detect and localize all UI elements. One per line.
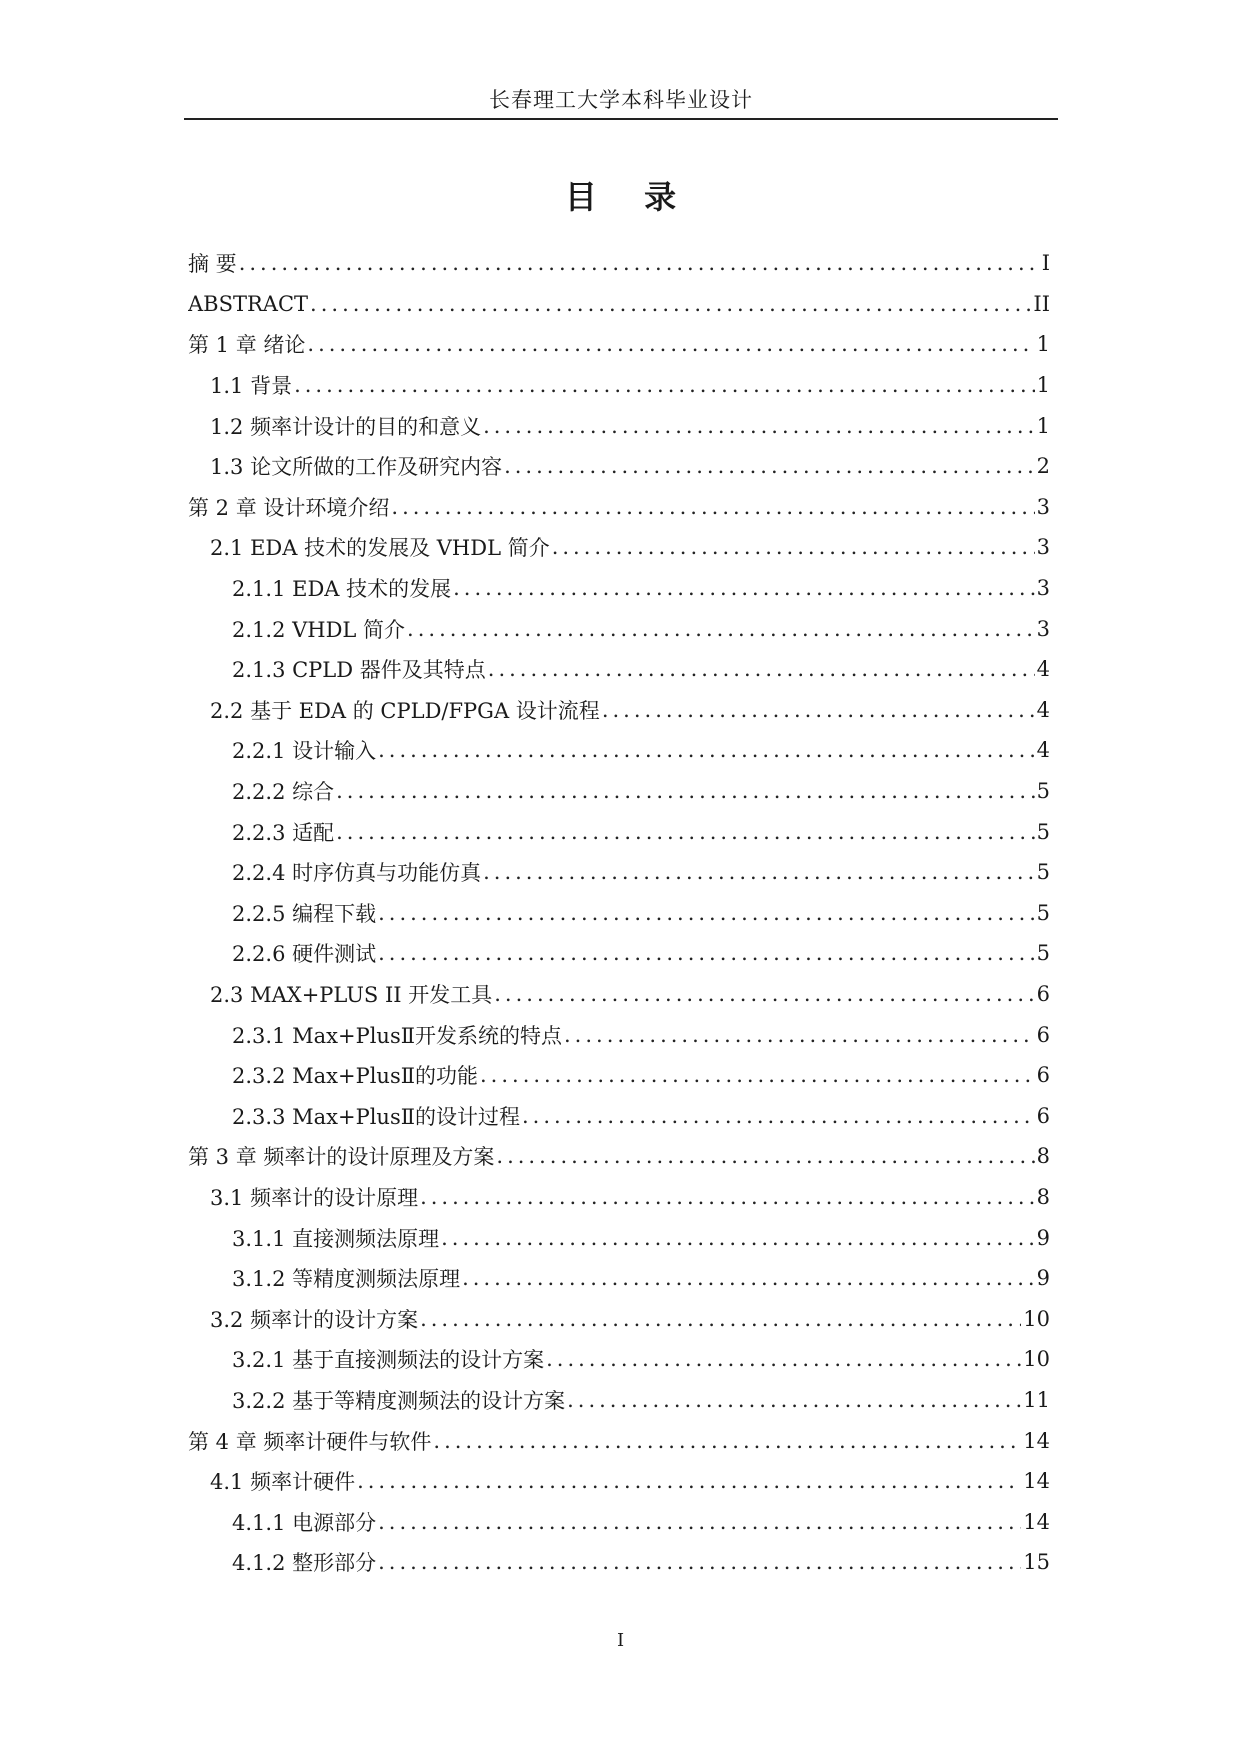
toc-entry-page: 8 (1036, 1144, 1050, 1169)
toc-entry-title: 4.1.1 电源部分 (232, 1510, 377, 1535)
toc-dot-leader (567, 1388, 1021, 1412)
toc-dot-leader (552, 535, 1035, 559)
toc-entry[interactable] (188, 1258, 1050, 1299)
toc-dot-leader (480, 1063, 1035, 1087)
toc-entry-title: 4.1 频率计硬件 (210, 1470, 356, 1495)
toc-entry[interactable] (188, 730, 1050, 771)
toc-dot-leader (420, 1185, 1035, 1209)
toc-entry-title: 2.2.3 适配 (232, 820, 335, 845)
toc-entry[interactable] (188, 527, 1050, 568)
toc-entry[interactable] (188, 1339, 1050, 1380)
toc-dot-leader (378, 1510, 1021, 1534)
toc-entry[interactable] (188, 1177, 1050, 1218)
toc-dot-leader (336, 779, 1035, 803)
toc-entry-page: 2 (1036, 454, 1050, 479)
toc-dot-leader (483, 414, 1035, 438)
toc-dot-leader (310, 292, 1031, 316)
toc-dot-leader (378, 738, 1035, 762)
toc-dot-leader (336, 820, 1035, 844)
toc-entry-title: 3.1 频率计的设计原理 (210, 1185, 419, 1210)
toc-entry-page: 8 (1036, 1184, 1050, 1209)
toc-dot-leader (602, 698, 1035, 722)
toc-dot-leader (239, 251, 1040, 275)
toc-entry-title: 1.2 频率计设计的目的和意义 (210, 414, 482, 439)
running-header: 长春理工大学本科毕业设计 (489, 88, 753, 112)
toc-entry[interactable] (188, 1501, 1050, 1542)
toc-entry-page: 1 (1036, 413, 1050, 438)
toc-entry[interactable] (188, 1014, 1050, 1055)
toc-entry-title: 1.3 论文所做的工作及研究内容 (210, 455, 503, 480)
toc-entry[interactable] (188, 284, 1050, 325)
toc-dot-leader (496, 1144, 1034, 1168)
toc-entry-title: 2.2.5 编程下载 (232, 901, 377, 926)
toc-entry[interactable] (188, 933, 1050, 974)
toc-entry-page: I (1041, 251, 1050, 276)
header-rule (184, 118, 1058, 120)
toc-dot-leader (494, 982, 1034, 1006)
toc-entry[interactable] (188, 1542, 1050, 1583)
toc-entry[interactable] (188, 852, 1050, 893)
table-of-contents (188, 243, 1050, 1583)
toc-entry-page: 14 (1023, 1428, 1050, 1453)
toc-entry-title: 2.2.1 设计输入 (232, 739, 377, 764)
toc-entry-page: 10 (1023, 1347, 1050, 1372)
toc-entry-title: 3.2.1 基于直接测频法的设计方案 (232, 1348, 545, 1373)
toc-entry[interactable] (188, 771, 1050, 812)
toc-entry[interactable] (188, 405, 1050, 446)
toc-entry[interactable] (188, 974, 1050, 1015)
toc-entry[interactable] (188, 487, 1050, 528)
toc-dot-leader (357, 1469, 1021, 1493)
toc-entry[interactable] (188, 690, 1050, 731)
toc-entry-page: 4 (1036, 738, 1050, 763)
toc-entry-title: 3.1.1 直接测频法原理 (232, 1226, 440, 1251)
toc-entry-title: 第 1 章 绪论 (188, 333, 306, 358)
toc-entry-page: 9 (1036, 1266, 1050, 1291)
toc-entry[interactable] (188, 446, 1050, 487)
toc-entry-page: 1 (1036, 373, 1050, 398)
toc-dot-leader (307, 332, 1034, 356)
toc-entry[interactable] (188, 649, 1050, 690)
toc-dot-leader (294, 373, 1035, 397)
toc-entry-title: 2.1 EDA 技术的发展及 VHDL 简介 (210, 536, 550, 561)
toc-entry-title: 3.2 频率计的设计方案 (210, 1307, 419, 1332)
toc-entry-title: 4.1.2 整形部分 (232, 1551, 377, 1576)
toc-entry-title: 2.1.2 VHDL 简介 (232, 617, 406, 642)
toc-entry-page: II (1033, 291, 1050, 316)
toc-entry-page: 10 (1023, 1306, 1050, 1331)
toc-entry-page: 6 (1036, 1022, 1050, 1047)
toc-entry-title: 2.2 基于 EDA 的 CPLD/FPGA 设计流程 (210, 698, 600, 723)
toc-entry-title: 2.3 MAX+PLUS II 开发工具 (210, 982, 493, 1007)
toc-entry[interactable] (188, 1298, 1050, 1339)
toc-entry-page: 3 (1036, 616, 1050, 641)
toc-entry[interactable] (188, 1461, 1050, 1502)
toc-entry-page: 6 (1036, 1103, 1050, 1128)
toc-dot-leader (420, 1307, 1021, 1331)
toc-entry-title: 3.2.2 基于等精度测频法的设计方案 (232, 1388, 566, 1413)
toc-entry-title: 2.3.2 Max+PlusⅡ的功能 (232, 1064, 478, 1089)
toc-entry-page: 14 (1023, 1469, 1050, 1494)
toc-entry-page: 3 (1036, 576, 1050, 601)
toc-entry-title: 2.2.2 综合 (232, 780, 335, 805)
toc-entry-page: 1 (1036, 332, 1050, 357)
toc-dot-leader (453, 576, 1035, 600)
toc-entry[interactable] (188, 1095, 1050, 1136)
toc-dot-leader (407, 617, 1035, 641)
toc-dot-leader (378, 1550, 1021, 1574)
toc-entry-title: 3.1.2 等精度测频法原理 (232, 1267, 461, 1292)
toc-entry[interactable] (188, 1420, 1050, 1461)
toc-entry-page: 5 (1036, 941, 1050, 966)
toc-dot-leader (546, 1347, 1021, 1371)
toc-entry-title: 2.3.1 Max+PlusⅡ开发系统的特点 (232, 1023, 562, 1048)
toc-dot-leader (504, 454, 1035, 478)
toc-entry-title: ABSTRACT (188, 291, 309, 316)
toc-entry[interactable] (188, 324, 1050, 365)
toc-dot-leader (441, 1226, 1035, 1250)
toc-title: 目 录 (564, 178, 695, 216)
toc-entry[interactable] (188, 893, 1050, 934)
toc-entry-page: 5 (1036, 900, 1050, 925)
toc-entry[interactable] (188, 1380, 1050, 1421)
toc-dot-leader (378, 901, 1035, 925)
toc-dot-leader (522, 1104, 1035, 1128)
toc-entry-page: 3 (1036, 535, 1050, 560)
toc-entry[interactable] (188, 568, 1050, 609)
toc-entry[interactable] (188, 608, 1050, 649)
toc-dot-leader (378, 941, 1035, 965)
toc-entry-title: 2.3.3 Max+PlusⅡ的设计过程 (232, 1104, 520, 1129)
toc-entry-page: 5 (1036, 779, 1050, 804)
toc-dot-leader (564, 1023, 1035, 1047)
toc-entry[interactable] (188, 365, 1050, 406)
toc-entry[interactable] (188, 1217, 1050, 1258)
toc-entry-page: 15 (1023, 1550, 1050, 1575)
toc-entry-page: 4 (1036, 697, 1050, 722)
toc-entry-page: 5 (1036, 860, 1050, 885)
toc-entry[interactable] (188, 1136, 1050, 1177)
toc-entry[interactable] (188, 1055, 1050, 1096)
toc-entry-page: 6 (1036, 981, 1050, 1006)
toc-entry-title: 1.1 背景 (210, 374, 293, 399)
toc-entry-title: 2.1.1 EDA 技术的发展 (232, 577, 452, 602)
toc-entry-title: 2.2.4 时序仿真与功能仿真 (232, 861, 482, 886)
toc-dot-leader (488, 657, 1035, 681)
toc-entry[interactable] (188, 243, 1050, 284)
toc-entry-title: 第 2 章 设计环境介绍 (188, 495, 390, 520)
toc-entry-page: 14 (1023, 1509, 1050, 1534)
toc-dot-leader (483, 860, 1035, 884)
toc-entry-page: 6 (1036, 1063, 1050, 1088)
page-number: I (616, 1630, 625, 1651)
toc-entry-page: 5 (1036, 819, 1050, 844)
toc-entry[interactable] (188, 811, 1050, 852)
toc-entry-title: 2.2.6 硬件测试 (232, 942, 377, 967)
toc-dot-leader (462, 1266, 1035, 1290)
toc-entry-title: 第 3 章 频率计的设计原理及方案 (188, 1145, 495, 1170)
toc-entry-title: 第 4 章 频率计硬件与软件 (188, 1429, 432, 1454)
toc-entry-page: 11 (1023, 1387, 1050, 1412)
toc-entry-page: 9 (1036, 1225, 1050, 1250)
toc-dot-leader (433, 1429, 1021, 1453)
toc-entry-page: 3 (1036, 494, 1050, 519)
toc-entry-title: 2.1.3 CPLD 器件及其特点 (232, 658, 486, 683)
toc-entry-page: 4 (1036, 657, 1050, 682)
toc-dot-leader (391, 495, 1034, 519)
toc-entry-title: 摘 要 (188, 252, 237, 277)
